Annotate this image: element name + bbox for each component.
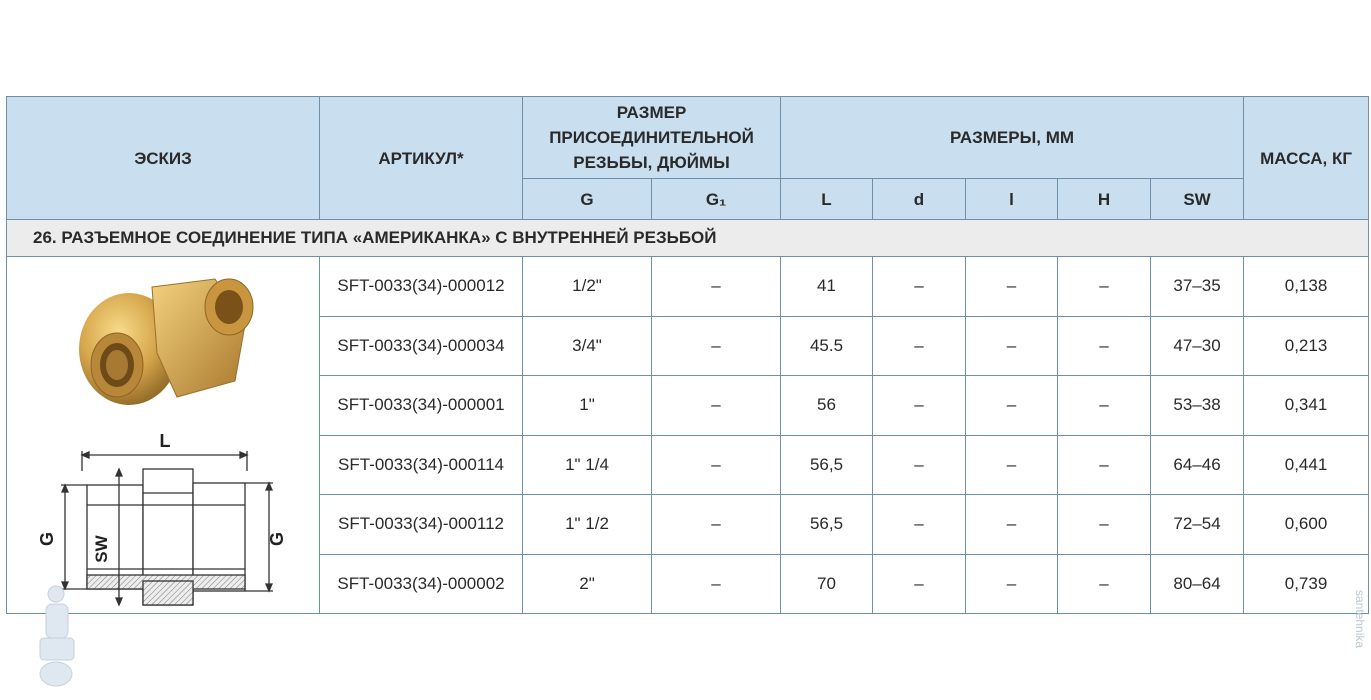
fitting-photo [79,279,253,405]
cell-h: – [1058,435,1151,495]
drawing-label-g-left: G [37,531,57,547]
cell-article: SFT-0033(34)-000001 [320,376,523,436]
cell-g1: – [652,554,781,614]
cell-article: SFT-0033(34)-000002 [320,554,523,614]
cell-article: SFT-0033(34)-000034 [320,316,523,376]
fitting-drawing [61,451,273,605]
cell-g: 1" [523,376,652,436]
cell-d: – [873,376,966,436]
cell-l: 56 [781,376,873,436]
cell-l-small: – [966,376,1058,436]
cell-g1: – [652,495,781,555]
drawing-label-l: L [159,431,171,451]
cell-g1: – [652,435,781,495]
cell-article: SFT-0033(34)-000114 [320,435,523,495]
cell-h: – [1058,316,1151,376]
cell-h: – [1058,257,1151,317]
cell-mass: 0,341 [1244,376,1369,436]
cell-g: 1" 1/4 [523,435,652,495]
cell-article: SFT-0033(34)-000012 [320,257,523,317]
cell-h: – [1058,554,1151,614]
watermark: santehnika [1353,590,1367,649]
cell-sw: 37–35 [1151,257,1244,317]
cell-h: – [1058,495,1151,555]
section-title: 26. РАЗЪЕМНОЕ СОЕДИНЕНИЕ ТИПА «АМЕРИКАНКА» С ВНУТРЕННЕЙ РЕЗЬБОЙ [7,220,1369,257]
cell-mass: 0,739 [1244,554,1369,614]
header-l-small: l [966,179,1058,220]
cell-l-small: – [966,435,1058,495]
cell-g: 1/2" [523,257,652,317]
cell-g1: – [652,257,781,317]
cell-article: SFT-0033(34)-000112 [320,495,523,555]
cell-l: 70 [781,554,873,614]
header-mass: МАССА, КГ [1244,97,1369,220]
cell-sw: 80–64 [1151,554,1244,614]
cell-sw: 53–38 [1151,376,1244,436]
cell-l: 41 [781,257,873,317]
cell-l: 45.5 [781,316,873,376]
cell-g: 2" [523,554,652,614]
cell-sw: 64–46 [1151,435,1244,495]
cell-l-small: – [966,495,1058,555]
drawing-label-g-right: G [267,531,287,547]
cell-d: – [873,495,966,555]
header-article: АРТИКУЛ* [320,97,523,220]
header-sw: SW [1151,179,1244,220]
cell-d: – [873,554,966,614]
cell-mass: 0,600 [1244,495,1369,555]
header-sketch: ЭСКИЗ [7,97,320,220]
header-g1: G₁ [652,179,781,220]
cell-mass: 0,441 [1244,435,1369,495]
header-l: L [781,179,873,220]
cell-l: 56,5 [781,495,873,555]
header-d: d [873,179,966,220]
cell-g: 3/4" [523,316,652,376]
cell-l: 56,5 [781,435,873,495]
header-h: H [1058,179,1151,220]
cell-sw: 47–30 [1151,316,1244,376]
cell-h: – [1058,376,1151,436]
header-thread-size: РАЗМЕР ПРИСОЕДИНИТЕЛЬНОЙ РЕЗЬБЫ, ДЮЙМЫ [523,97,781,179]
cell-l-small: – [966,257,1058,317]
cell-l-small: – [966,316,1058,376]
fitting-sketch [7,257,319,613]
drawing-label-sw: SW [92,535,111,563]
cell-sw: 72–54 [1151,495,1244,555]
cell-d: – [873,316,966,376]
cell-mass: 0,213 [1244,316,1369,376]
table-row [7,257,1369,317]
header-dimensions: РАЗМЕРЫ, ММ [781,97,1244,179]
cell-g: 1" 1/2 [523,495,652,555]
cell-l-small: – [966,554,1058,614]
cell-d: – [873,257,966,317]
header-g: G [523,179,652,220]
plumber-mascot-logo [36,582,80,692]
cell-mass: 0,138 [1244,257,1369,317]
cell-g1: – [652,316,781,376]
spec-table [6,96,1369,614]
sketch-cell [7,257,320,614]
cell-d: – [873,435,966,495]
cell-g1: – [652,376,781,436]
